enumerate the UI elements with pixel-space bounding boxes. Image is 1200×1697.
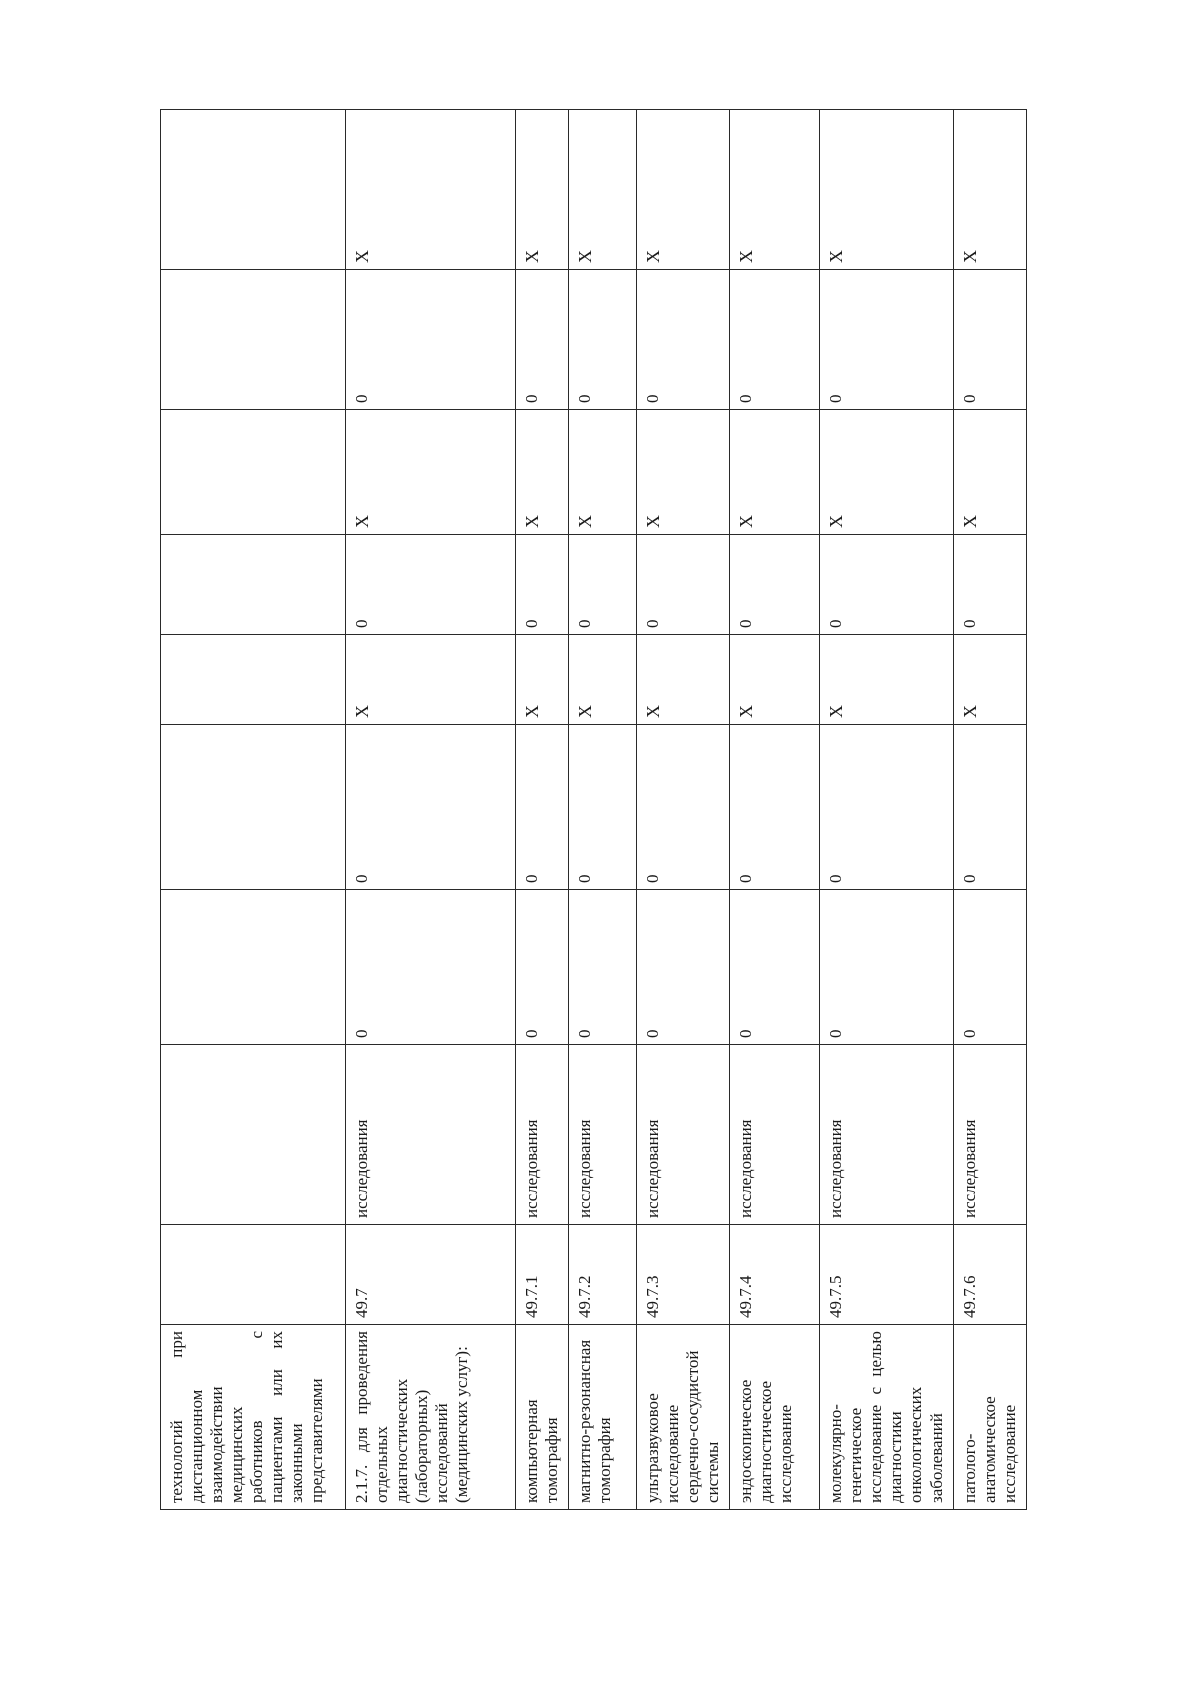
row-value-cell: 0 — [953, 890, 1026, 1045]
row-description: 2.1.7. для проведения отдельных диагностических (лабораторных) исследований (медицинских услуг): — [346, 1325, 516, 1510]
row-code: 49.7.3 — [637, 1225, 730, 1325]
row-value-cell: 0 — [569, 890, 637, 1045]
row-description: магнитно-резонансная томография — [569, 1325, 637, 1510]
row-code: 49.7 — [346, 1225, 516, 1325]
table-row — [346, 110, 516, 1510]
row-value-cell: 0 — [516, 890, 569, 1045]
table-row — [637, 110, 730, 1510]
row-code: 49.7.2 — [569, 1225, 637, 1325]
table-row — [516, 110, 569, 1510]
row-value-cell: X — [730, 410, 820, 535]
row-unit: исследования — [820, 1045, 953, 1225]
row-value-cell: X — [820, 635, 953, 725]
row-code: 49.7.1 — [516, 1225, 569, 1325]
row-value-cell — [161, 110, 346, 270]
row-value-cell: 0 — [637, 725, 730, 890]
row-value-cell: 0 — [820, 270, 953, 410]
row-value-cell — [161, 270, 346, 410]
row-value-cell: X — [569, 410, 637, 535]
row-value-cell: X — [346, 110, 516, 270]
row-unit: исследования — [346, 1045, 516, 1225]
row-value-cell: 0 — [730, 890, 820, 1045]
row-value-cell: 0 — [730, 535, 820, 635]
row-value-cell: 0 — [516, 270, 569, 410]
row-value-cell: 0 — [516, 725, 569, 890]
row-value-cell: X — [637, 110, 730, 270]
row-value-cell: X — [820, 410, 953, 535]
row-unit — [161, 1045, 346, 1225]
row-description: технологий при дистанционном взаимодействии медицинских работников с пациентами или их законными представителями — [161, 1325, 346, 1510]
row-value-cell: 0 — [569, 270, 637, 410]
row-description: молекулярно-генетическое исследование с целью диагностики онкологических заболеваний — [820, 1325, 953, 1510]
row-value-cell: 0 — [953, 270, 1026, 410]
row-description: ультразвуковое исследование сердечно-сосудистой системы — [637, 1325, 730, 1510]
row-value-cell: X — [569, 635, 637, 725]
row-unit: исследования — [516, 1045, 569, 1225]
table-row — [953, 110, 1026, 1510]
row-value-cell: 0 — [637, 535, 730, 635]
row-value-cell: 0 — [569, 535, 637, 635]
row-value-cell: 0 — [569, 725, 637, 890]
table-row — [730, 110, 820, 1510]
table-row — [820, 110, 953, 1510]
row-value-cell: X — [569, 110, 637, 270]
row-value-cell: 0 — [637, 890, 730, 1045]
row-value-cell: 0 — [346, 270, 516, 410]
row-value-cell: X — [637, 410, 730, 535]
row-value-cell: X — [346, 410, 516, 535]
row-unit: исследования — [637, 1045, 730, 1225]
row-value-cell: X — [346, 635, 516, 725]
table-row — [161, 110, 346, 1510]
row-value-cell — [161, 635, 346, 725]
row-value-cell: 0 — [730, 270, 820, 410]
indicators-table — [160, 109, 1027, 1510]
row-value-cell: X — [953, 410, 1026, 535]
row-value-cell: 0 — [820, 535, 953, 635]
row-value-cell: 0 — [516, 535, 569, 635]
row-unit: исследования — [569, 1045, 637, 1225]
row-code: 49.7.4 — [730, 1225, 820, 1325]
row-value-cell: X — [953, 110, 1026, 270]
table-row — [569, 110, 637, 1510]
row-description: эндоскопическое диагностическое исследование — [730, 1325, 820, 1510]
row-value-cell: 0 — [730, 725, 820, 890]
row-value-cell: X — [730, 110, 820, 270]
row-value-cell — [161, 535, 346, 635]
row-code: 49.7.5 — [820, 1225, 953, 1325]
row-value-cell: 0 — [346, 535, 516, 635]
row-value-cell: 0 — [346, 725, 516, 890]
row-value-cell: X — [730, 635, 820, 725]
row-value-cell: X — [637, 635, 730, 725]
row-value-cell: 0 — [346, 890, 516, 1045]
rotated-page — [160, 110, 1066, 1510]
row-value-cell: X — [516, 635, 569, 725]
row-description: компьютерная томография — [516, 1325, 569, 1510]
row-value-cell: 0 — [820, 890, 953, 1045]
row-code: 49.7.6 — [953, 1225, 1026, 1325]
row-description: патолого-анатомическое исследование — [953, 1325, 1026, 1510]
row-value-cell: 0 — [637, 270, 730, 410]
row-code — [161, 1225, 346, 1325]
row-value-cell: 0 — [953, 725, 1026, 890]
row-value-cell: X — [516, 110, 569, 270]
row-value-cell: 0 — [820, 725, 953, 890]
row-value-cell: 0 — [953, 535, 1026, 635]
row-value-cell: X — [820, 110, 953, 270]
row-value-cell — [161, 890, 346, 1045]
row-unit: исследования — [953, 1045, 1026, 1225]
row-unit: исследования — [730, 1045, 820, 1225]
row-value-cell — [161, 410, 346, 535]
row-value-cell: X — [516, 410, 569, 535]
row-value-cell — [161, 725, 346, 890]
row-value-cell: X — [953, 635, 1026, 725]
